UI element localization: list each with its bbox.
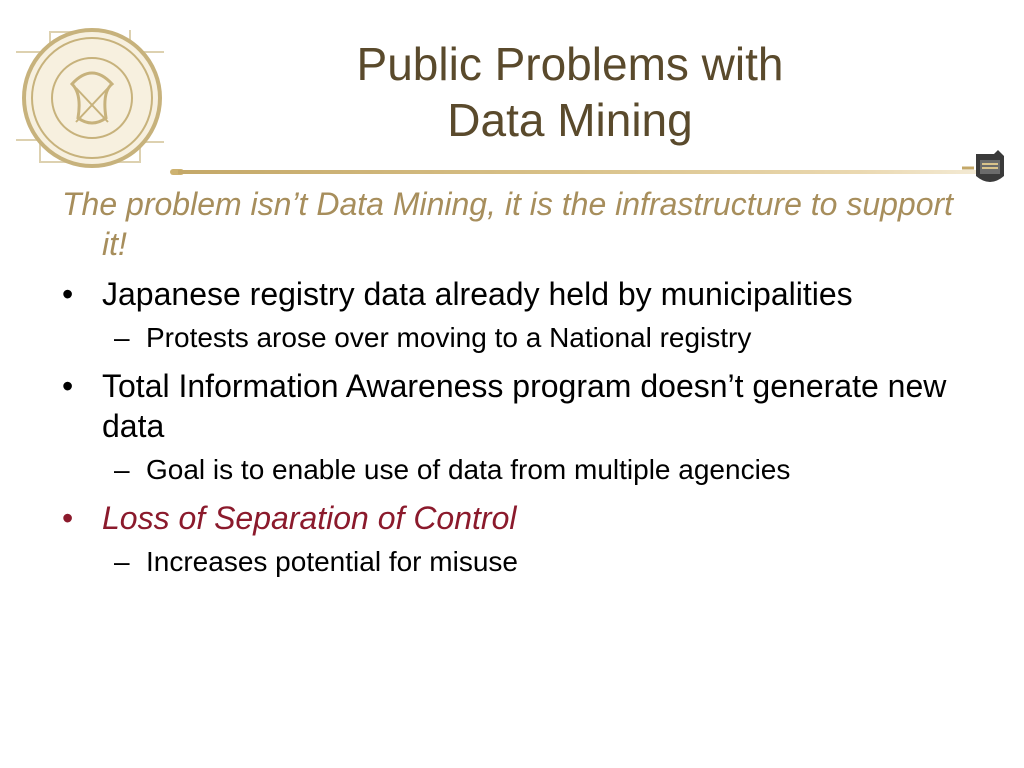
title-line-2: Data Mining — [447, 94, 693, 146]
title-line-1: Public Problems with — [356, 38, 784, 90]
slide-body — [62, 184, 982, 590]
sub-bullet-marker: – — [114, 322, 130, 353]
sub-bullet-item — [62, 320, 982, 356]
sub-bullet-item — [62, 452, 982, 488]
slide-title — [230, 36, 910, 148]
sub-bullet-text: Protests arose over moving to a National registry — [146, 322, 752, 353]
bullet-text: Loss of Separation of Control — [102, 500, 517, 536]
bullet-marker: • — [62, 276, 74, 312]
bullet-item-highlight — [62, 498, 982, 538]
university-seal-icon — [10, 22, 170, 170]
sub-bullet-marker: – — [114, 546, 130, 577]
sub-bullet-marker: – — [114, 454, 130, 485]
bullet-text: Total Information Awareness program doesn’t generate new data — [102, 368, 947, 444]
sub-bullet-text: Goal is to enable use of data from multiple agencies — [146, 454, 791, 485]
bullet-marker: • — [62, 500, 74, 536]
bullet-marker: • — [62, 368, 74, 404]
sub-bullet-text: Increases potential for misuse — [146, 546, 518, 577]
bullet-item — [62, 366, 982, 446]
bullet-text: Japanese registry data already held by municipalities — [102, 276, 853, 312]
title-rule — [178, 170, 978, 174]
sub-bullet-item — [62, 544, 982, 580]
bullet-item — [62, 274, 982, 314]
lead-statement: The problem isn’t Data Mining, it is the infrastructure to support it! — [62, 186, 954, 262]
